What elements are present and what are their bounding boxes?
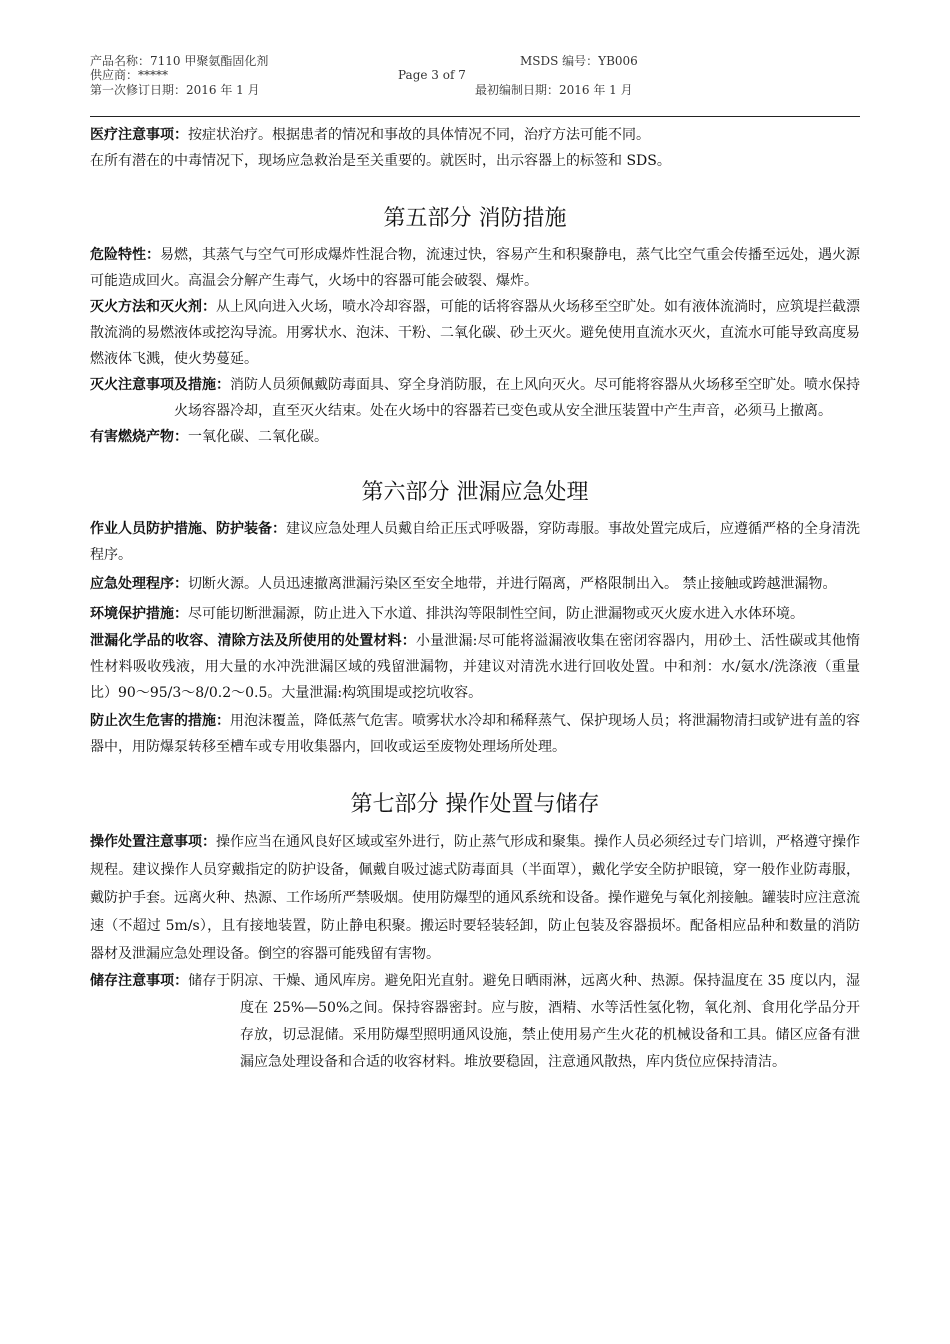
emergency-procedure [90,570,860,598]
handling-notes-label: 操作处置注意事项： [90,834,216,850]
medical-notes-text-2: 在所有潜在的中毒情况下，现场应急救治是至关重要的。就医时，出示容器上的标签和 SDS。 [90,153,671,169]
secondary-hazard-prevention-label: 防止次生危害的措施： [90,713,230,729]
combustion-products-label: 有害燃烧产物： [90,429,188,445]
firefighting-notes [90,372,860,424]
fire-hazard [90,242,860,294]
extinguish-method-label: 灭火方法和灭火剂： [90,299,216,315]
personnel-protection-label: 作业人员防护措施、防护装备： [90,521,286,537]
environmental-measures-text: 尽可能切断泄漏源，防止进入下水道、排洪沟等限制性空间，防止泄漏物或灭火废水进入水体环境。 [188,606,804,622]
extinguish-method [90,294,860,372]
personnel-protection-text: 建议应急处理人员戴自给正压式呼吸器，穿防毒服。事故处置完成后，应遵循严格的全身清洗程序。 [90,521,860,563]
personnel-protection [90,516,860,568]
storage-notes-text: 储存于阴凉、干燥、通风库房。避免阳光直射。避免日晒雨淋，远离火种、热源。保持温度在 35 度以内，湿度在 25%—50%之间。保持容器密封。应与胺，酒精、水等活性氢化物，氧化剂、食用化学品分开存放，切忌混储。采用防爆型照明通风设施，禁止使用易产生火花的机械设备和工具。储区应备有泄漏应急处理设备和合适的收容材料。堆放要稳固，注意通风散热，库内货位应保持清洁。 [188,973,860,1070]
handling-notes [90,828,860,968]
header-supplier: 供应商：***** [90,68,169,82]
storage-notes-label: 储存注意事项： [90,973,189,989]
section-5-title: 第五部分 消防措施 [383,206,567,231]
firefighting-notes-text: 消防人员须佩戴防毒面具、穿全身消防服，在上风向灭火。尽可能将容器从火场移至空旷处。喷水保持火场容器冷却，直至灭火结束。处在火场中的容器若已变色或从安全泄压装置中产生声音，必须马上撤离。 [174,377,860,419]
header-initial-date: 最初编制日期：2016 年 1 月 [475,83,633,97]
storage-notes [90,968,860,1076]
header-first-revision-date: 第一次修订日期：2016 年 1 月 [90,83,260,97]
firefighting-notes-label: 灭火注意事项及措施： [90,377,230,393]
document-body [90,122,860,1076]
handling-notes-text: 操作应当在通风良好区域或室外进行，防止蒸气形成和聚集。操作人员必须经过专门培训，严格遵守操作规程。建议操作人员穿戴指定的防护设备，佩戴自吸过滤式防毒面具（半面罩），戴化学安全防护眼镜，穿一般作业防毒服，戴防护手套。远离火种、热源、工作场所严禁吸烟。使用防爆型的通风系统和设备。操作避免与氧化剂接触。罐装时应注意流速（不超过 5m/s），且有接地装置，防止静电积聚。搬运时要轻装轻卸，防止包装及容器损坏。配备相应品种和数量的消防器材及泄漏应急处理设备。倒空的容器可能残留有害物。 [90,834,860,962]
extinguish-method-text: 从上风向进入火场，喷水冷却容器，可能的话将容器从火场移至空旷处。如有液体流淌时，应筑堤拦截漂散流淌的易燃液体或挖沟导流。用雾状水、泡沫、干粉、二氧化碳、砂土灭火。避免使用直流水灭火，直流水可能导致高度易燃液体飞溅，使火势蔓延。 [90,299,860,367]
fire-hazard-label: 危险特性： [90,247,160,263]
environmental-measures-label: 环境保护措施： [90,606,188,622]
emergency-procedure-label: 应急处理程序： [90,576,188,592]
header-msds-number: MSDS 编号：YB006 [520,54,638,68]
fire-hazard-text: 易燃，其蒸气与空气可形成爆炸性混合物，流速过快，容易产生和积聚静电，蒸气比空气重会传播至远处，遇火源可能造成回火。高温会分解产生毒气，火场中的容器可能会破裂、爆炸。 [90,247,860,289]
section-7-title: 第七部分 操作处置与储存 [350,792,600,817]
environmental-measures [90,600,860,628]
emergency-procedure-text: 切断火源。人员迅速撤离泄漏污染区至安全地带，并进行隔离，严格限制出入。 禁止接触或跨越泄漏物。 [188,576,837,592]
header-page-number: Page 3 of 7 [398,68,466,82]
header-product: 产品名称：7110 甲聚氨酯固化剂 [90,54,269,68]
combustion-products [90,424,860,450]
secondary-hazard-prevention-text: 用泡沫覆盖，降低蒸气危害。喷雾状水冷却和稀释蒸气、保护现场人员；将泄漏物清扫或铲进有盖的容器中，用防爆泵转移至槽车或专用收集器内，回收或运至废物处理场所处理。 [90,713,860,755]
secondary-hazard-prevention [90,708,860,760]
header-divider [90,116,860,117]
section-6-title: 第六部分 泄漏应急处理 [361,480,589,505]
combustion-products-text: 一氧化碳、二氧化碳。 [188,429,328,445]
spill-cleanup-label: 泄漏化学品的收容、清除方法及所使用的处置材料： [90,633,416,649]
spill-cleanup-text: 小量泄漏:尽可能将溢漏液收集在密闭容器内，用砂土、活性碳或其他惰性材料吸收残液，用大量的水冲洗泄漏区域的残留泄漏物，并建议对清洗水进行回收处置。中和剂：水/氨水/洗涤液（重量比）90～95/3～8/0.2～0.5。大量泄漏:构筑围堤或挖坑收容。 [90,633,860,701]
medical-notes-text: 按症状治疗。根据患者的情况和事故的具体情况不同，治疗方法可能不同。 [188,127,650,143]
medical-notes [90,122,860,148]
medical-notes-label: 医疗注意事项： [90,127,188,143]
spill-cleanup [90,628,860,706]
